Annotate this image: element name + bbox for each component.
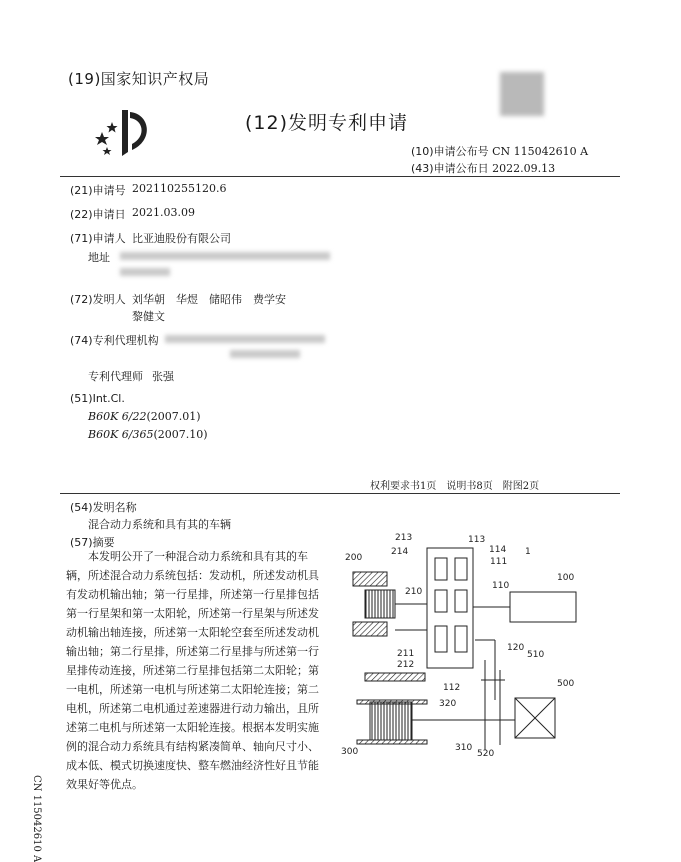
intcl-entry (88, 410, 201, 423)
ref-300: 300 (341, 747, 359, 757)
ref-214: 214 (391, 547, 409, 557)
ref-100: 100 (557, 573, 575, 583)
intcl-code: B60K 6/365 (88, 428, 154, 441)
address-redacted (120, 252, 330, 260)
publication-number-row (411, 143, 588, 159)
app-date: 2021.03.09 (132, 206, 195, 219)
abstract-label: (57)摘要 (70, 536, 115, 549)
ref-114: 114 (489, 545, 507, 555)
ref-120: 120 (507, 643, 525, 653)
ref-210: 210 (405, 587, 423, 597)
ref-112: 112 (443, 683, 461, 693)
publication-date-row (411, 160, 555, 176)
inventors-line1: 刘华朝 华煜 储昭伟 费学安 (132, 293, 286, 306)
document-type: (12)发明专利申请 (245, 112, 409, 134)
intcl-label: (51)Int.Cl. (70, 392, 125, 405)
invention-title: 混合动力系统和具有其的车辆 (88, 518, 231, 531)
address-label: 地址 (88, 251, 110, 264)
applicant: 比亚迪股份有限公司 (132, 232, 231, 245)
cnipa-logo-icon (92, 102, 162, 160)
title-label: (54)发明名称 (70, 501, 137, 514)
pub-date: 2022.09.13 (492, 162, 556, 175)
app-no-label: (21)申请号 (70, 184, 126, 197)
patent-drawing (335, 530, 585, 758)
agency-redacted-2 (230, 350, 300, 358)
ref-212: 212 (397, 660, 415, 670)
ref-1: 1 (525, 547, 531, 557)
applicant-label: (71)申请人 (70, 232, 126, 245)
intcl-version: (2007.01) (146, 410, 201, 423)
abstract-text: 本发明公开了一种混合动力系统和具有其的车辆，所述混合动力系统包括：发动机，所述发动机具有发动机输出轴；第一行星排，所述第一行星排包括第一行星架和第一太阳轮，所述第一行星架与所述发动机输出轴连接，所述第一太阳轮空套至所述发动机输出轴；第二行星排，所述第二行星排与所述第一行星排传动连接，所述第二行星排包括第二太阳轮；第一电机，所述第一电机与所述第二太阳轮连接；第二电机，所述第二电机通过差速器进行动力输出，且所述第二电机与所述第一太阳轮连接。根据本发明实施例的混合动力系统具有结构紧凑简单、轴向尺寸小、成本低、模式切换速度快、整车燃油经济性好且节能效果好等优点。 (66, 550, 319, 791)
ref-520: 520 (477, 749, 495, 758)
agency-label: (74)专利代理机构 (70, 334, 159, 347)
ref-320: 320 (439, 699, 457, 709)
office-name: (19)国家知识产权局 (68, 70, 210, 88)
side-pub-number: CN 115042610 A (31, 775, 42, 862)
agent-name: 张强 (152, 370, 174, 383)
ref-310: 310 (455, 743, 473, 753)
ref-200: 200 (345, 553, 363, 563)
ref-113: 113 (468, 535, 486, 545)
intcl-version: (2007.10) (153, 428, 208, 441)
app-no: 202110255120.6 (132, 182, 227, 195)
address-redacted-2 (120, 268, 170, 276)
intcl-entry (88, 428, 208, 441)
ref-111: 111 (490, 557, 508, 567)
inventors-label: (72)发明人 (70, 293, 126, 306)
agency-redacted (165, 335, 325, 343)
pub-number-label: (10)申请公布号 (411, 145, 489, 158)
page-counts: 权利要求书1页 说明书8页 附图2页 (370, 481, 540, 492)
ref-510: 510 (527, 650, 545, 660)
qr-code (500, 72, 544, 116)
agent-label: 专利代理师 (88, 370, 143, 383)
ref-500: 500 (557, 679, 575, 689)
pub-date-label: (43)申请公布日 (411, 162, 489, 175)
header-divider (60, 176, 620, 177)
pub-number: CN 115042610 A (492, 145, 589, 158)
ref-211: 211 (397, 649, 415, 659)
section-divider (60, 493, 620, 494)
ref-110: 110 (492, 581, 510, 591)
inventors-line2: 黎健文 (132, 310, 165, 323)
app-date-label: (22)申请日 (70, 208, 126, 221)
intcl-code: B60K 6/22 (88, 410, 147, 423)
ref-213: 213 (395, 533, 413, 543)
